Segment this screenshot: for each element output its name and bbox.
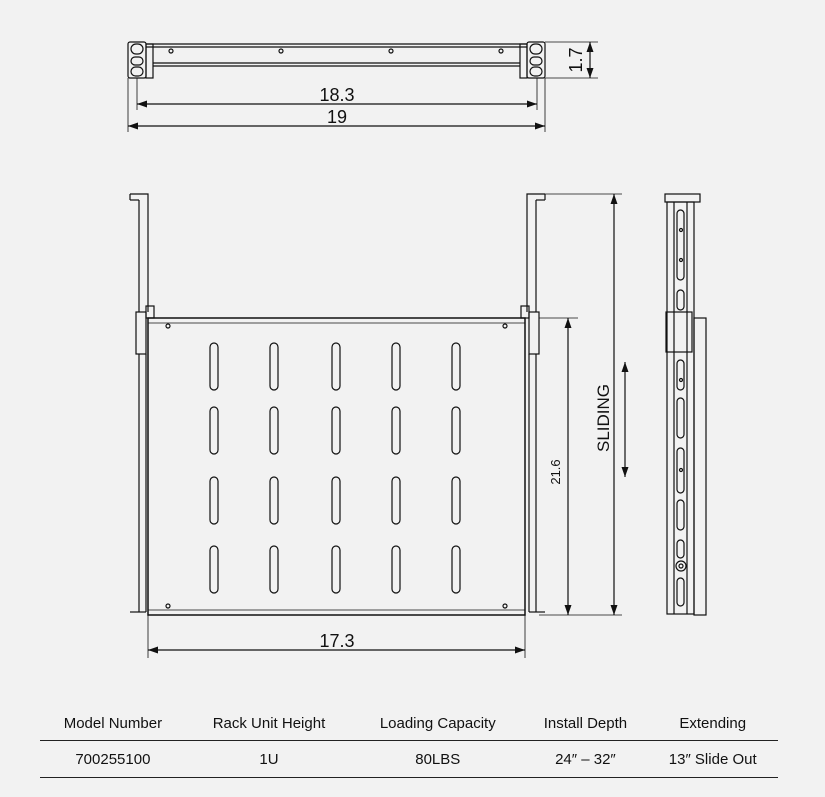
spec-table-header-row [40, 706, 778, 741]
cell-model-number: 700255100 [40, 741, 186, 778]
rail-width-label: 18.3 [319, 85, 355, 105]
table-row [40, 741, 778, 778]
cell-rack-unit-height: 1U [186, 741, 352, 778]
cell-install-depth: 24″ – 32″ [523, 741, 647, 778]
side-view [665, 194, 706, 615]
header-loading-capacity: Loading Capacity [352, 706, 523, 741]
cell-extending: 13″ Slide Out [647, 741, 778, 778]
ventilation-slots [210, 343, 460, 593]
header-rack-unit-height: Rack Unit Height [186, 706, 352, 741]
header-extending: Extending [647, 706, 778, 741]
sliding-label: SLIDING [594, 383, 613, 453]
shelf-tray [148, 318, 525, 615]
overall-width-label: 19 [326, 107, 348, 127]
spec-table [40, 706, 778, 778]
cell-loading-capacity: 80LBS [352, 741, 523, 778]
plan-view [130, 194, 625, 658]
unit-height-label: 1.7 [566, 47, 586, 73]
header-install-depth: Install Depth [523, 706, 647, 741]
tray-depth-label: 21.6 [548, 459, 563, 485]
top-view [128, 42, 598, 132]
header-model-number: Model Number [40, 706, 186, 741]
tray-width-label: 17.3 [319, 631, 355, 651]
